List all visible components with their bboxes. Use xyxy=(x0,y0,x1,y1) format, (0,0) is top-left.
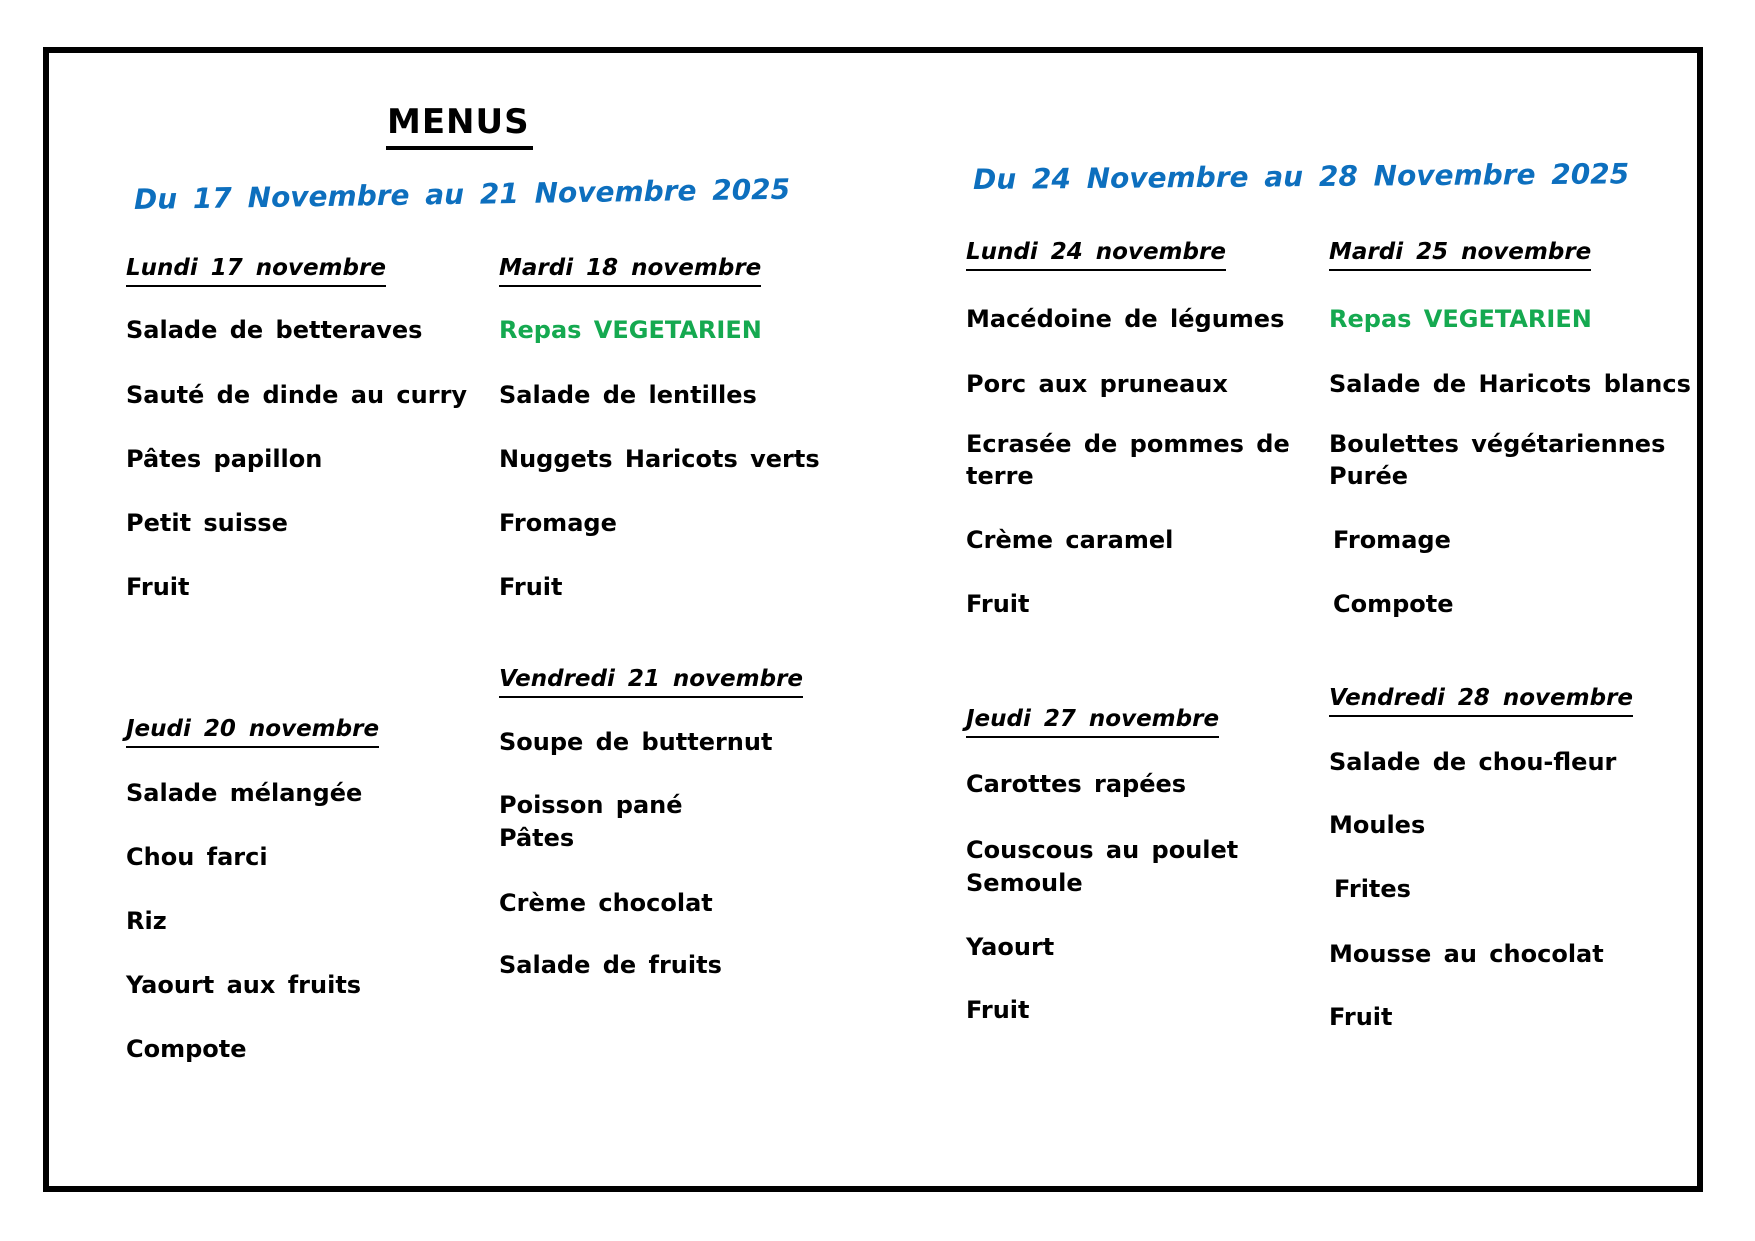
day-title: Lundi 17 novembre xyxy=(126,254,386,287)
menu-item: Fruit xyxy=(966,590,1030,618)
week-2-header: Du 24 Novembre au 28 Novembre 2025 xyxy=(972,157,1630,196)
menu-item: Yaourt aux fruits xyxy=(126,971,362,999)
menu-item: Compote xyxy=(1333,590,1454,618)
menu-item: Pâtes xyxy=(499,824,575,852)
menu-item: Semoule xyxy=(966,869,1083,897)
day-block-mardi-18 xyxy=(499,254,820,601)
day-block-mardi-25 xyxy=(1329,238,1691,618)
menu-item: Fruit xyxy=(1329,1003,1393,1031)
menu-item: Petit suisse xyxy=(126,509,288,537)
menu-item: Compote xyxy=(126,1035,247,1063)
menu-item: Couscous au poulet xyxy=(966,836,1239,864)
menu-item: Pâtes papillon xyxy=(126,445,323,473)
page-title: MENUS xyxy=(386,101,533,150)
week-1-header: Du 17 Novembre au 21 Novembre 2025 xyxy=(133,172,791,216)
menu-item: Fruit xyxy=(499,573,563,601)
day-block-vendredi-28 xyxy=(1329,684,1634,1031)
menu-item-vegetarian: Repas VEGETARIEN xyxy=(499,316,762,344)
menu-item: Macédoine de légumes xyxy=(966,305,1285,333)
menu-item: Poisson pané xyxy=(499,791,683,819)
menu-item: Salade de Haricots blancs xyxy=(1329,370,1691,398)
menu-item: Boulettes végétariennes xyxy=(1329,430,1666,458)
menu-item: Salade mélangée xyxy=(126,779,363,807)
menu-item: Salade de chou-fleur xyxy=(1329,748,1617,776)
day-block-vendredi-21 xyxy=(499,665,804,979)
page-border-frame xyxy=(43,47,1703,1192)
day-title: Lundi 24 novembre xyxy=(966,238,1226,271)
day-title: Jeudi 27 novembre xyxy=(966,705,1219,738)
day-title: Vendredi 21 novembre xyxy=(499,665,803,698)
day-title: Vendredi 28 novembre xyxy=(1329,684,1633,717)
menu-item: Fruit xyxy=(126,573,190,601)
day-block-jeudi-20 xyxy=(126,715,380,1063)
menu-item: Carottes rapées xyxy=(966,770,1187,798)
menu-item: Chou farci xyxy=(126,843,268,871)
menu-item: Nuggets Haricots verts xyxy=(499,445,820,473)
menu-item: Frites xyxy=(1334,875,1411,903)
day-title: Mardi 25 novembre xyxy=(1329,238,1591,271)
menu-item: Yaourt xyxy=(966,933,1055,961)
menu-item: Fromage xyxy=(1333,526,1451,554)
menu-item: Salade de lentilles xyxy=(499,381,757,409)
menu-item: Crème caramel xyxy=(966,526,1174,554)
menu-item: Salade de betteraves xyxy=(126,316,423,344)
menu-item: Ecrasée de pommes de xyxy=(966,430,1290,458)
menu-item: terre xyxy=(966,462,1034,490)
menu-item: Soupe de butternut xyxy=(499,728,773,756)
menu-item: Purée xyxy=(1329,462,1409,490)
day-block-lundi-17 xyxy=(126,254,468,601)
menu-item: Fruit xyxy=(966,996,1030,1024)
day-block-jeudi-27 xyxy=(966,705,1239,1024)
menu-item: Riz xyxy=(126,907,167,935)
menu-item-vegetarian: Repas VEGETARIEN xyxy=(1329,305,1592,333)
menu-item: Porc aux pruneaux xyxy=(966,370,1228,398)
menu-item: Mousse au chocolat xyxy=(1329,940,1604,968)
menu-item: Sauté de dinde au curry xyxy=(126,381,468,409)
day-title: Mardi 18 novembre xyxy=(499,254,761,287)
menu-item: Moules xyxy=(1329,811,1426,839)
menu-item: Salade de fruits xyxy=(499,951,722,979)
menu-item: Crème chocolat xyxy=(499,889,713,917)
day-title: Jeudi 20 novembre xyxy=(126,715,379,748)
menu-item: Fromage xyxy=(499,509,617,537)
day-block-lundi-24 xyxy=(966,238,1290,618)
